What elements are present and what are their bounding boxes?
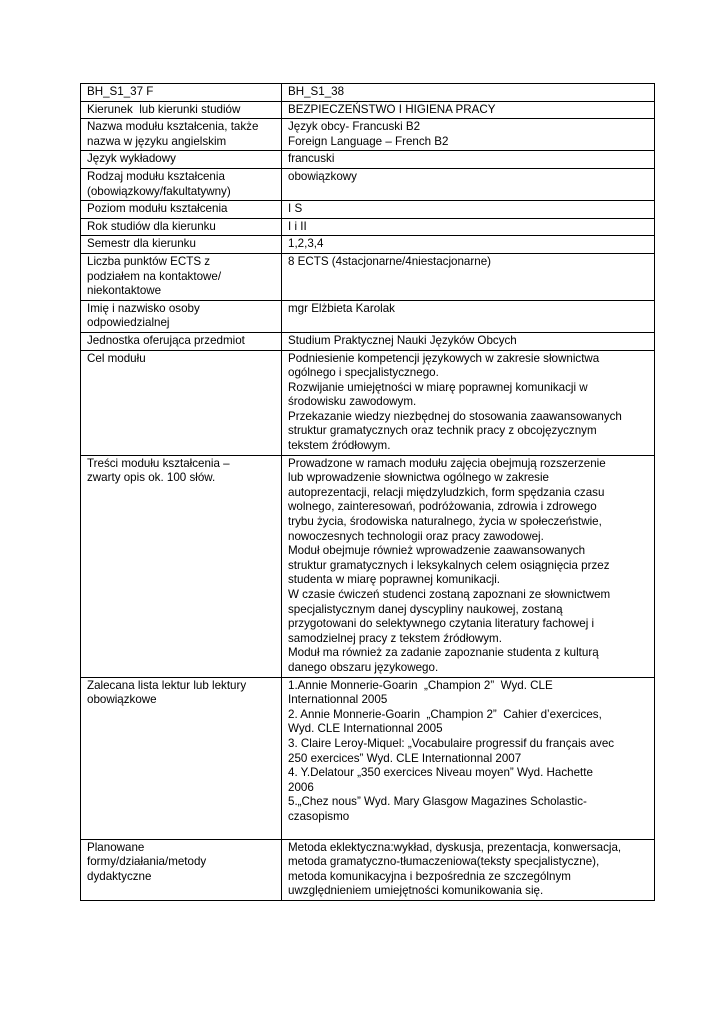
- value-line: Foreign Language – French B2: [288, 134, 449, 148]
- label-line: Cel modułu: [87, 351, 146, 365]
- label-line: BH_S1_37 F: [87, 85, 154, 98]
- value-line: Rozwijanie umiejętności w miarę poprawnej komunikacji w: [288, 380, 588, 394]
- value-line: trybu życia, środowiska naturalnego, życia w społeczeństwie,: [288, 515, 602, 529]
- value-line: Prowadzone w ramach modułu zajęcia obejmują rozszerzenie: [288, 456, 606, 470]
- value-line: 2006: [288, 780, 314, 794]
- value-cell: [282, 218, 655, 236]
- module-description-table: [80, 83, 655, 901]
- value-line: struktur gramatycznych i leksykalnych celem osiągnięcia przez: [288, 558, 610, 572]
- label-line: nazwa w języku angielskim: [87, 134, 227, 148]
- row-module-content: [81, 455, 655, 677]
- value-line: Metoda eklektyczna:wykład, dyskusja, prezentacja, konwersacja,: [288, 840, 622, 854]
- value-line: specjalistycznym danej dyscypliny naukowej, zostaną: [288, 602, 563, 616]
- value-line: I i II: [288, 219, 307, 233]
- value-line: mgr Elżbieta Karolak: [288, 301, 395, 315]
- value-line: Moduł ma również za zadanie zapoznanie studenta z kulturą: [288, 646, 599, 660]
- label-line: niekontaktowe: [87, 284, 162, 298]
- value-cell: [282, 236, 655, 254]
- label-line: dydaktyczne: [87, 869, 152, 883]
- value-cell: [282, 84, 655, 102]
- label-line: odpowiedzialnej: [87, 316, 170, 330]
- value-line: studenta w miarę poprawnej komunikacji.: [288, 573, 501, 587]
- value-line: BEZPIECZEŃSTWO I HIGIENA PRACY: [288, 102, 496, 116]
- value-cell: [282, 350, 655, 455]
- label-cell: [81, 839, 282, 900]
- label-line: Semestr dla kierunku: [87, 237, 196, 251]
- value-line: środowisku zawodowym.: [288, 395, 417, 409]
- value-cell: [282, 168, 655, 200]
- label-line: Liczba punktów ECTS z: [87, 254, 211, 268]
- value-line: 4. Y.Delatour „350 exercices Niveau moyen” Wyd. Hachette: [288, 766, 593, 780]
- value-cell: [282, 839, 655, 900]
- value-cell: [282, 677, 655, 839]
- row-teaching-methods: [81, 839, 655, 900]
- value-line: Moduł obejmuje również wprowadzenie zaawansowanych: [288, 544, 586, 558]
- value-line: 5.„Chez nous” Wyd. Mary Glasgow Magazines Scholastic-: [288, 795, 587, 809]
- value-line: struktur gramatycznych oraz technik pracy z obcojęzycznym: [288, 424, 597, 438]
- label-cell: [81, 350, 282, 455]
- label-line: Poziom modułu kształcenia: [87, 202, 228, 216]
- value-cell: [282, 455, 655, 677]
- value-cell: [282, 151, 655, 169]
- label-cell: [81, 253, 282, 300]
- row-year: [81, 218, 655, 236]
- value-line: obowiązkowy: [288, 169, 357, 183]
- label-line: Imię i nazwisko osoby: [87, 301, 200, 315]
- label-cell: [81, 168, 282, 200]
- label-line: Zalecana lista lektur lub lektury: [87, 678, 247, 692]
- value-line: Język obcy- Francuski B2: [288, 120, 421, 134]
- label-line: formy/działania/metody: [87, 855, 207, 869]
- value-line: danego obszaru językowego.: [288, 660, 439, 674]
- row-language: [81, 151, 655, 169]
- value-line: Podniesienie kompetencji językowych w zakresie słownictwa: [288, 351, 600, 365]
- value-line: Studium Praktycznej Nauki Języków Obcych: [288, 333, 517, 347]
- label-line: Rodzaj modułu kształcenia: [87, 169, 225, 183]
- value-line: 1.Annie Monnerie-Goarin „Champion 2” Wyd. CLE: [288, 678, 553, 692]
- label-cell: [81, 218, 282, 236]
- row-responsible-person: [81, 300, 655, 332]
- value-line: czasopismo: [288, 809, 350, 823]
- value-cell: [282, 101, 655, 119]
- value-line: W czasie ćwiczeń studenci zostaną zapoznani ze słownictwem: [288, 588, 611, 601]
- value-cell: [282, 119, 655, 151]
- label-cell: [81, 236, 282, 254]
- value-line: nowoczesnych technologii oraz pracy zawodowej.: [288, 529, 544, 543]
- value-cell: [282, 300, 655, 332]
- label-line: Kierunek lub kierunki studiów: [87, 102, 241, 116]
- row-module-goal: [81, 350, 655, 455]
- row-module-name: [81, 119, 655, 151]
- value-line: 1,2,3,4: [288, 237, 324, 251]
- label-cell: [81, 84, 282, 102]
- row-offering-unit: [81, 332, 655, 350]
- row-ects: [81, 253, 655, 300]
- value-line: wolnego, zainteresowań, podróżowania, zdrowia i zdrowego: [288, 500, 597, 514]
- value-line: Wyd. CLE Internationnal 2005: [288, 722, 443, 736]
- value-line: przygotowani do selektywnego czytania literatury fachowej i: [288, 617, 595, 631]
- row-codes: [81, 84, 655, 102]
- value-line: 8 ECTS (4stacjonarne/4niestacjonarne): [288, 254, 491, 268]
- label-cell: [81, 201, 282, 219]
- value-cell: [282, 332, 655, 350]
- label-line: zwarty opis ok. 100 słów.: [87, 471, 216, 485]
- label-cell: [81, 300, 282, 332]
- row-reading-list: [81, 677, 655, 839]
- value-line: ogólnego i specjalistycznego.: [288, 366, 439, 380]
- label-line: Jednostka oferująca przedmiot: [87, 333, 245, 347]
- label-line: Rok studiów dla kierunku: [87, 219, 216, 233]
- label-line: Planowane: [87, 840, 145, 854]
- label-line: (obowiązkowy/fakultatywny): [87, 184, 231, 198]
- value-line: Internationnal 2005: [288, 693, 388, 707]
- row-field-of-study: [81, 101, 655, 119]
- value-line: metoda komunikacyjna i bezpośrednia ze szczególnym: [288, 869, 571, 883]
- value-line: Przekazanie wiedzy niezbędnej do stosowania zaawansowanych: [288, 409, 622, 423]
- label-line: Język wykładowy: [87, 152, 176, 166]
- value-line: autoprezentacji, relacji międzyludzkich, form spędzania czasu: [288, 485, 605, 499]
- value-line: BH_S1_38: [288, 85, 345, 98]
- value-line: 2. Annie Monnerie-Goarin „Champion 2” Cahier d’exercices,: [288, 707, 602, 721]
- label-cell: [81, 101, 282, 119]
- table-body: [81, 84, 655, 901]
- label-cell: [81, 677, 282, 839]
- value-line: I S: [288, 202, 303, 216]
- label-line: obowiązkowe: [87, 693, 157, 707]
- value-cell: [282, 253, 655, 300]
- label-line: Nazwa modułu kształcenia, także: [87, 120, 259, 134]
- label-cell: [81, 119, 282, 151]
- label-line: podziałem na kontaktowe/: [87, 269, 222, 283]
- value-line: 3. Claire Leroy-Miquel: „Vocabulaire progressif du français avec: [288, 736, 615, 750]
- value-line: francuski: [288, 152, 335, 166]
- value-line: 250 exercices” Wyd. CLE Internationnal 2007: [288, 751, 522, 765]
- value-line: samodzielnej pracy z tekstem źródłowym.: [288, 631, 502, 645]
- row-module-type: [81, 168, 655, 200]
- value-line: lub wprowadzenie słownictwa ogólnego w zakresie: [288, 471, 550, 485]
- row-level: [81, 201, 655, 219]
- value-line: uwzględnieniem umiejętności komunikowania się.: [288, 884, 544, 898]
- label-line: Treści modułu kształcenia –: [87, 456, 230, 470]
- value-cell: [282, 201, 655, 219]
- value-line: metoda gramatyczno-tłumaczeniowa(teksty specjalistyczne),: [288, 855, 600, 869]
- label-cell: [81, 455, 282, 677]
- label-cell: [81, 332, 282, 350]
- label-cell: [81, 151, 282, 169]
- value-line: tekstem źródłowym.: [288, 439, 391, 453]
- row-semester: [81, 236, 655, 254]
